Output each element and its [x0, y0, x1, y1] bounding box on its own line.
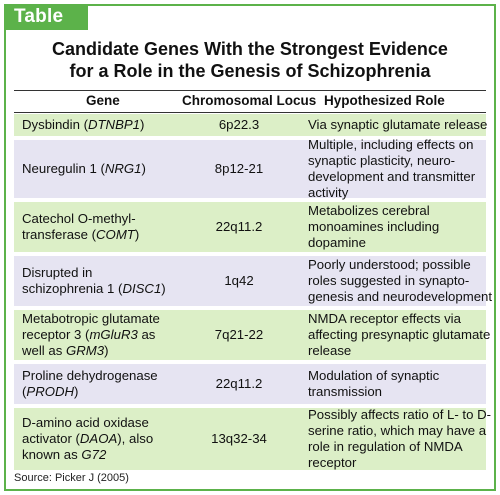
locus-cell-text: 7q21-22 [214, 327, 264, 342]
locus-cell-text: 22q11.2 [215, 376, 263, 391]
gene-cell-text: Dysbindin (DTNBP1) [22, 117, 145, 132]
header-bottom-rule [14, 112, 486, 113]
locus-cell-text: 6p22.3 [218, 117, 260, 132]
role-cell [308, 114, 494, 136]
gene-cell [22, 140, 172, 198]
locus-cell-text: 13q32-34 [211, 431, 267, 446]
gene-cell [22, 364, 172, 404]
gene-cell-text: Disrupted in schizophrenia 1 (DISC1) [22, 265, 166, 296]
column-header-role: Hypothesized Role [324, 93, 445, 108]
table-row [14, 364, 486, 404]
locus-cell [174, 310, 304, 360]
locus-cell-text: 8p12-21 [214, 161, 264, 176]
locus-cell [174, 408, 304, 470]
role-cell-text: Modulation of synaptic transmission [308, 368, 440, 399]
role-cell-text: Poorly understood; possible roles suggested in synapto- genesis and neurodevelopment [308, 257, 493, 304]
locus-cell [174, 364, 304, 404]
gene-cell [22, 408, 172, 470]
role-cell [308, 408, 494, 470]
locus-cell-text: 22q11.2 [215, 219, 263, 234]
locus-cell [174, 140, 304, 198]
table-row [14, 114, 486, 136]
role-cell [308, 310, 494, 360]
table-row [14, 310, 491, 360]
locus-cell [174, 114, 304, 136]
locus-cell [174, 256, 304, 306]
table-row [14, 202, 486, 252]
table-tab-label: Table [4, 4, 88, 30]
gene-cell-text: Neuregulin 1 (NRG1) [22, 161, 146, 176]
role-cell [308, 256, 494, 306]
table-row [14, 137, 486, 200]
column-header-locus: Chromosomal Locus [182, 93, 317, 108]
table-title [6, 38, 494, 82]
table-row [14, 407, 491, 470]
gene-cell [22, 310, 172, 360]
gene-cell [22, 202, 172, 252]
gene-cell [22, 256, 172, 306]
role-cell [308, 202, 494, 252]
table-row [14, 256, 493, 306]
locus-cell [174, 202, 304, 252]
gene-cell-text: Catechol O-methyl- transferase (COMT) [22, 211, 140, 242]
gene-cell-text: Proline dehydrogenase (PRODH) [22, 368, 158, 399]
source-note: Source: Picker J (2005) [14, 472, 129, 484]
role-cell-text: Multiple, including effects on synaptic plasticity, neuro- development and transmitter activity [308, 137, 476, 200]
column-header-gene: Gene [86, 93, 120, 108]
table-frame [4, 4, 496, 491]
role-cell [308, 137, 494, 200]
gene-cell-text: D-amino acid oxidase activator (DAOA), also known as G72 [22, 415, 154, 462]
title-line-2: for a Role in the Genesis of Schizophrenia [69, 61, 431, 81]
role-cell-text: NMDA receptor effects via affecting presynaptic glutamate release [308, 311, 491, 358]
role-cell-text: Possibly affects ratio of L- to D-serine ratio, which may have a role in regulation of NMDA receptor [308, 407, 491, 470]
header-top-rule [14, 90, 486, 91]
role-cell-text: Via synaptic glutamate release [308, 117, 488, 132]
locus-cell-text: 1q42 [224, 273, 254, 288]
role-cell-text: Metabolizes cerebral monoamines including dopamine [308, 203, 440, 250]
title-line-1: Candidate Genes With the Strongest Evidence [52, 39, 448, 59]
role-cell [308, 364, 494, 404]
gene-cell [22, 114, 172, 136]
gene-cell-text: Metabotropic glutamate receptor 3 (mGluR3 as well as GRM3) [22, 311, 160, 358]
